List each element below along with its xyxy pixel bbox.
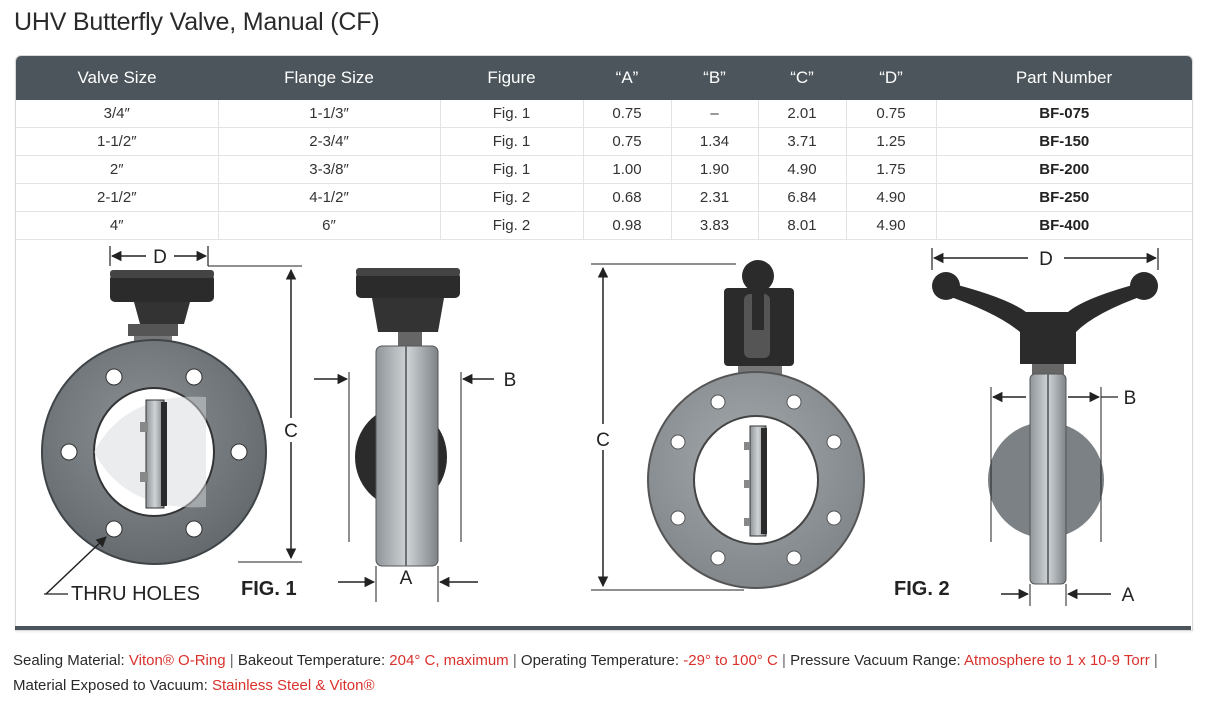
thru-holes-label: THRU HOLES bbox=[71, 583, 200, 605]
table-row bbox=[16, 156, 1192, 184]
cell-dim-d: 1.75 bbox=[846, 156, 936, 184]
cell-flange-size: 3-3/8″ bbox=[218, 156, 440, 184]
cell-part-number: BF-075 bbox=[936, 100, 1192, 128]
cell-flange-size: 2-3/4″ bbox=[218, 128, 440, 156]
fig2-dim-d-label: D bbox=[1039, 249, 1053, 270]
fig1-dim-d-label: D bbox=[153, 247, 167, 268]
cell-dim-a: 0.75 bbox=[583, 128, 671, 156]
footer-label: Material Exposed to Vacuum: bbox=[13, 677, 208, 694]
footer-label: Bakeout Temperature: bbox=[237, 652, 386, 669]
header-dim-b: “B” bbox=[671, 56, 758, 100]
fig2-label: FIG. 2 bbox=[894, 578, 950, 600]
table-row bbox=[16, 100, 1192, 128]
cell-dim-a: 1.00 bbox=[583, 156, 671, 184]
fig2-side-view bbox=[932, 248, 1158, 606]
cell-dim-c: 8.01 bbox=[758, 212, 846, 240]
fig1-dim-c-label: C bbox=[284, 421, 298, 442]
fig1-label: FIG. 1 bbox=[241, 578, 297, 600]
footer-label: Pressure Vacuum Range: bbox=[790, 652, 961, 669]
cell-dim-c: 6.84 bbox=[758, 184, 846, 212]
footer-value: Atmosphere to 1 x 10-9 Torr bbox=[964, 652, 1150, 669]
bottom-divider bbox=[15, 626, 1191, 630]
fig1-dim-a-label: A bbox=[399, 568, 413, 589]
header-valve-size: Valve Size bbox=[16, 56, 218, 100]
cell-part-number: BF-250 bbox=[936, 184, 1192, 212]
cell-valve-size: 1-1/2″ bbox=[16, 128, 218, 156]
header-flange-size: Flange Size bbox=[218, 56, 440, 100]
fig2-dim-c-label: C bbox=[596, 430, 610, 451]
footer-label: Sealing Material: bbox=[13, 652, 125, 669]
cell-part-number: BF-200 bbox=[936, 156, 1192, 184]
cell-part-number: BF-400 bbox=[936, 212, 1192, 240]
cell-figure: Fig. 2 bbox=[440, 212, 583, 240]
valve-dimension-diagram bbox=[16, 242, 1192, 630]
footer-separator: | bbox=[512, 652, 517, 669]
spec-table bbox=[16, 56, 1192, 240]
cell-dim-a: 0.98 bbox=[583, 212, 671, 240]
cell-flange-size: 1-1/3″ bbox=[218, 100, 440, 128]
fig2-dim-a-label: A bbox=[1121, 585, 1135, 606]
cell-valve-size: 3/4″ bbox=[16, 100, 218, 128]
cell-dim-b: – bbox=[671, 100, 758, 128]
cell-dim-b: 1.90 bbox=[671, 156, 758, 184]
cell-dim-d: 1.25 bbox=[846, 128, 936, 156]
cell-dim-d: 4.90 bbox=[846, 184, 936, 212]
cell-figure: Fig. 1 bbox=[440, 128, 583, 156]
footer-value: 204° C, maximum bbox=[389, 652, 509, 669]
cell-valve-size: 2-1/2″ bbox=[16, 184, 218, 212]
footer-separator: | bbox=[781, 652, 786, 669]
cell-dim-c: 3.71 bbox=[758, 128, 846, 156]
table-row bbox=[16, 212, 1192, 240]
cell-dim-a: 0.68 bbox=[583, 184, 671, 212]
table-row bbox=[16, 184, 1192, 212]
footer-value: -29° to 100° C bbox=[683, 652, 778, 669]
header-dim-c: “C” bbox=[758, 56, 846, 100]
header-figure: Figure bbox=[440, 56, 583, 100]
footer-value: Viton® O-Ring bbox=[128, 652, 226, 669]
cell-dim-b: 3.83 bbox=[671, 212, 758, 240]
fig1-side-view bbox=[314, 268, 516, 602]
footer-value: Stainless Steel & Viton® bbox=[212, 677, 375, 694]
cell-dim-c: 4.90 bbox=[758, 156, 846, 184]
cell-valve-size: 2″ bbox=[16, 156, 218, 184]
cell-valve-size: 4″ bbox=[16, 212, 218, 240]
cell-flange-size: 6″ bbox=[218, 212, 440, 240]
fig1-dim-b-label: B bbox=[503, 370, 517, 391]
header-dim-d: “D” bbox=[846, 56, 936, 100]
footer-separator: | bbox=[229, 652, 234, 669]
cell-part-number: BF-150 bbox=[936, 128, 1192, 156]
cell-figure: Fig. 2 bbox=[440, 184, 583, 212]
cell-dim-b: 2.31 bbox=[671, 184, 758, 212]
table-header-row bbox=[16, 56, 1192, 100]
spec-footer bbox=[13, 648, 1193, 698]
cell-dim-b: 1.34 bbox=[671, 128, 758, 156]
cell-dim-d: 0.75 bbox=[846, 100, 936, 128]
footer-separator: | bbox=[1153, 652, 1158, 669]
fig2-dim-b-label: B bbox=[1123, 388, 1137, 409]
cell-figure: Fig. 1 bbox=[440, 100, 583, 128]
cell-dim-a: 0.75 bbox=[583, 100, 671, 128]
header-dim-a: “A” bbox=[583, 56, 671, 100]
fig2-front-view bbox=[591, 260, 950, 600]
fig1-front-view bbox=[42, 246, 302, 605]
spec-card bbox=[15, 55, 1193, 631]
table-row bbox=[16, 128, 1192, 156]
header-part-number: Part Number bbox=[936, 56, 1192, 100]
footer-label: Operating Temperature: bbox=[520, 652, 680, 669]
cell-dim-d: 4.90 bbox=[846, 212, 936, 240]
page-title: UHV Butterfly Valve, Manual (CF) bbox=[14, 8, 380, 36]
cell-flange-size: 4-1/2″ bbox=[218, 184, 440, 212]
cell-dim-c: 2.01 bbox=[758, 100, 846, 128]
cell-figure: Fig. 1 bbox=[440, 156, 583, 184]
